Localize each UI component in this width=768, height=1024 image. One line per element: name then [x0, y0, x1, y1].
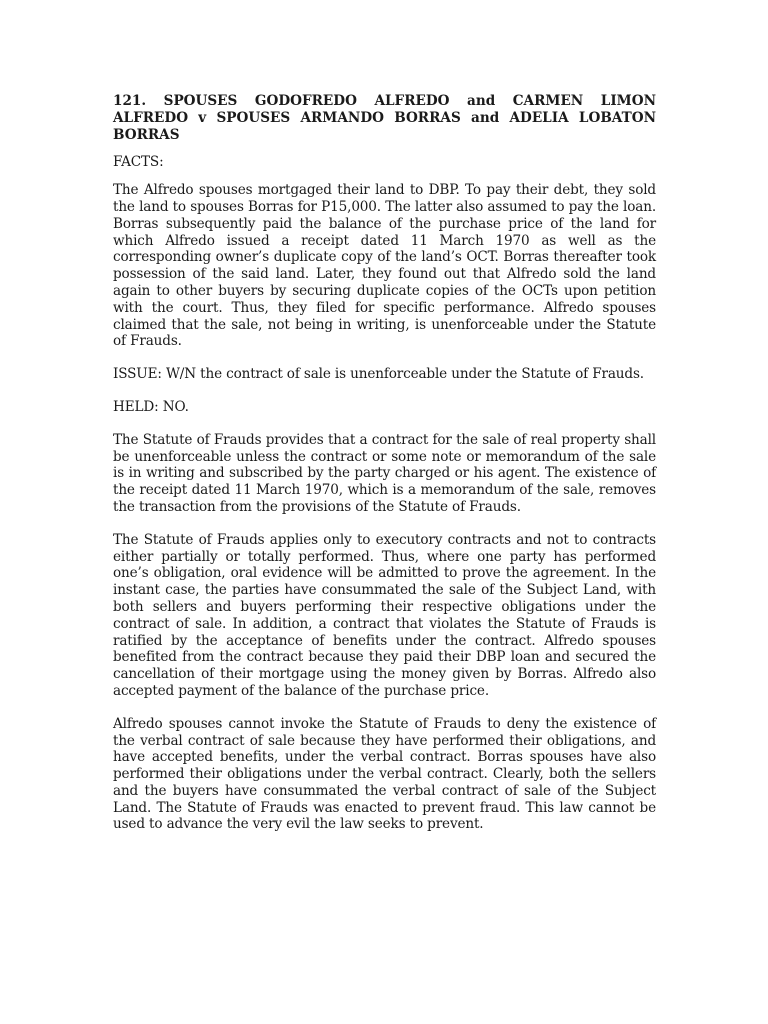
ruling-paragraph-1: The Statute of Frauds provides that a contract for the sale of real property shall be unenforceable unless the contract or some note or memorandum of the sale is in writing and subscribed by the party charged or his agent. The existence of the receipt dated 11 March 1970, which is a memorandum of the sale, removes the transaction from the provisions of the Statute of Frauds. [113, 431, 656, 515]
issue-statement: ISSUE: W/N the contract of sale is unenforceable under the Statute of Frauds. [113, 366, 644, 383]
ruling-paragraph-3: Alfredo spouses cannot invoke the Statute of Frauds to deny the existence of the verbal contract of sale because they have performed their obligations, and have accepted benefits, under the verbal contract. Borras spouses have also performed their obligations under the verbal contract. Clearly, both the sellers and the buyers have consummated the verbal contract of sale of the Subject Land. The Statute of Frauds was enacted to prevent fraud. This law cannot be used to advance the very evil the law seeks to prevent. [113, 715, 656, 833]
facts-paragraph: The Alfredo spouses mortgaged their land to DBP. To pay their debt, they sold the land to spouses Borras for P15,000. The latter also assumed to pay the loan. Borras subsequently paid the balance of the purchase price of the land for which Alfredo issued a receipt dated 11 March 1970 as well as the corresponding owner’s duplicate copy of the land’s OCT. Borras thereafter took possession of the said land. Later, they found out that Alfredo sold the land again to other buyers by securing duplicate copies of the OCTs upon petition with the court. Thus, they filed for specific performance. Alfredo spouses claimed that the sale, not being in writing, is unenforceable under the Statute of Frauds. [113, 182, 656, 350]
case-title: 121. SPOUSES GODOFREDO ALFREDO and CARMEN LIMON ALFREDO v SPOUSES ARMANDO BORRAS and ADELIA LOBATON BORRAS [113, 93, 656, 143]
ruling-paragraph-2: The Statute of Frauds applies only to executory contracts and not to contracts either partially or totally performed. Thus, where one party has performed one’s obligation, oral evidence will be admitted to prove the agreement. In the instant case, the parties have consummated the sale of the Subject Land, with both sellers and buyers performing their respective obligations under the contract of sale. In addition, a contract that violates the Statute of Frauds is ratified by the acceptance of benefits under the contract. Alfredo spouses benefited from the contract because they paid their DBP loan and secured the cancellation of their mortgage using the money given by Borras. Alfredo also accepted payment of the balance of the purchase price. [113, 531, 656, 699]
facts-label: FACTS: [113, 154, 164, 171]
document-page [113, 93, 656, 849]
held-statement: HELD: NO. [113, 398, 189, 415]
